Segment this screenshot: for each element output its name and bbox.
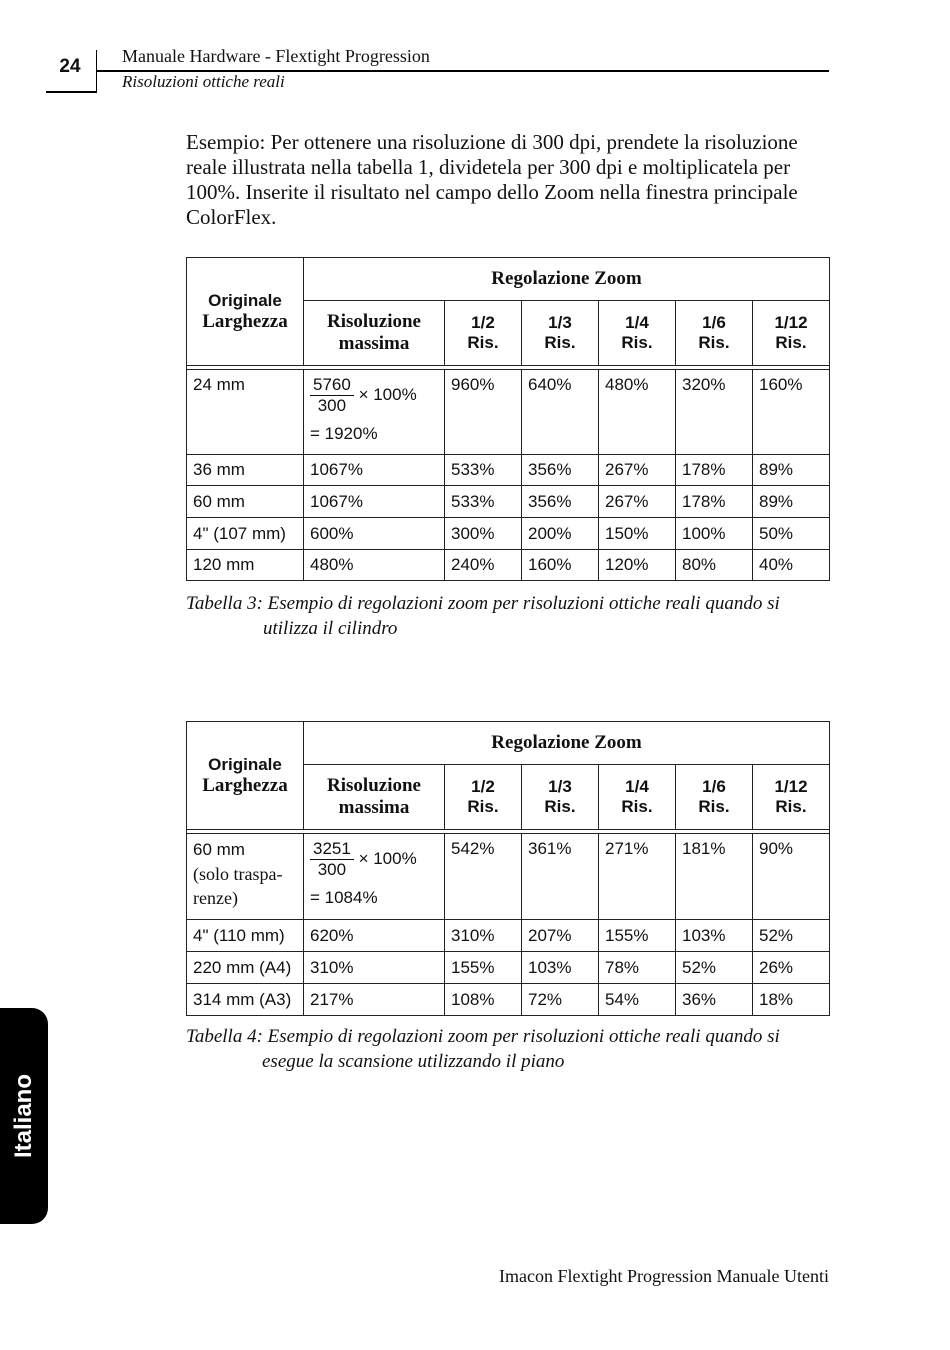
cell-value: 200% [522, 518, 599, 550]
header-max-res-line: massima [338, 333, 410, 354]
fraction-unit: Ris. [698, 333, 730, 352]
fraction-label: 1/3 [548, 777, 572, 796]
cell-value: 300% [445, 518, 522, 550]
cell-value: 103% [676, 920, 753, 952]
cell-value: 240% [445, 550, 522, 581]
table-row [187, 952, 830, 984]
cell-max: 310% [304, 952, 445, 984]
zoom-table-flatbed [186, 721, 830, 1016]
fraction-unit: Ris. [775, 797, 807, 816]
caption-line: Tabella 4: Esempio di regolazioni zoom per risoluzioni ottiche reali quando si [186, 1026, 780, 1047]
formula-multiplier: × 100% [358, 384, 417, 404]
width-line: 60 mm [193, 840, 245, 859]
formula-denominator: 300 [317, 396, 347, 415]
cell-value: 178% [676, 486, 753, 518]
cell-formula [304, 370, 445, 455]
cell-value: 533% [445, 455, 522, 486]
cell-value: 155% [599, 920, 676, 952]
header-max-res-line: massima [338, 797, 410, 818]
fraction-unit: Ris. [621, 333, 653, 352]
cell-value: 103% [522, 952, 599, 984]
formula-denominator: 300 [317, 860, 347, 879]
fraction-label: 1/12 [774, 313, 808, 332]
cell-max: 600% [304, 518, 445, 550]
cell-value: 89% [753, 486, 830, 518]
fraction-unit: Ris. [467, 797, 499, 816]
formula-result: = 1920% [310, 424, 378, 443]
fraction-label: 1/6 [702, 313, 726, 332]
cell-value: 52% [676, 952, 753, 984]
cell-value: 267% [599, 486, 676, 518]
cell-max: 620% [304, 920, 445, 952]
table-row [187, 518, 830, 550]
header-max-res-line: Risoluzione [327, 775, 421, 796]
cell-width: 4" (107 mm) [187, 518, 304, 550]
fraction-unit: Ris. [467, 333, 499, 352]
cell-width: 220 mm (A4) [187, 952, 304, 984]
cell-value: 72% [522, 984, 599, 1016]
cell-max: 480% [304, 550, 445, 581]
caption-line: utilizza il cilindro [263, 618, 398, 639]
fraction-unit: Ris. [544, 797, 576, 816]
cell-width [187, 834, 304, 920]
header-fraction [599, 301, 676, 366]
table-row [187, 920, 830, 952]
header-fraction [522, 301, 599, 366]
cell-value: 960% [445, 370, 522, 455]
intro-paragraph: Esempio: Per ottenere una risoluzione di 300 dpi, prendete la risoluzione reale illustrata nella tabella 1, dividetela per 300 dpi e moltiplicatela per 100%. Inserite il risultato nel campo dello Zoom nella finestra principale ColorFlex. [186, 130, 798, 229]
header-subtitle: Risoluzioni ottiche reali [122, 72, 285, 91]
table-row [187, 550, 830, 581]
fraction-label: 1/2 [471, 313, 495, 332]
header-fraction [753, 765, 830, 830]
cell-value: 178% [676, 455, 753, 486]
fraction-label: 1/4 [625, 313, 649, 332]
fraction-label: 1/2 [471, 777, 495, 796]
cell-width: 24 mm [187, 370, 304, 455]
language-tab-label: Italiano [10, 1073, 37, 1159]
header-fraction [599, 765, 676, 830]
header-fraction [445, 765, 522, 830]
fraction-label: 1/4 [625, 777, 649, 796]
fraction-label: 1/12 [774, 777, 808, 796]
cell-value: 54% [599, 984, 676, 1016]
fraction-unit: Ris. [775, 333, 807, 352]
cell-value: 640% [522, 370, 599, 455]
cell-width: 36 mm [187, 455, 304, 486]
table-row [187, 486, 830, 518]
cell-value: 533% [445, 486, 522, 518]
fraction-label: 1/6 [702, 777, 726, 796]
cell-value: 320% [676, 370, 753, 455]
header-original-label: Originale [208, 290, 282, 310]
width-line: (solo traspa- [193, 864, 283, 884]
fraction-label: 1/3 [548, 313, 572, 332]
fraction-unit: Ris. [544, 333, 576, 352]
cell-value: 26% [753, 952, 830, 984]
header-fraction [676, 301, 753, 366]
formula-numerator: 5760 [310, 375, 354, 396]
cell-value: 160% [753, 370, 830, 455]
cell-value: 90% [753, 834, 830, 920]
formula-numerator: 3251 [310, 839, 354, 860]
table-row [187, 984, 830, 1016]
cell-value: 181% [676, 834, 753, 920]
cell-value: 271% [599, 834, 676, 920]
table3-caption [186, 591, 826, 641]
fraction-unit: Ris. [621, 797, 653, 816]
formula-fraction [310, 375, 354, 416]
cell-formula [304, 834, 445, 920]
cell-value: 100% [676, 518, 753, 550]
cell-width: 60 mm [187, 486, 304, 518]
header-original-width [187, 722, 304, 830]
cell-value: 155% [445, 952, 522, 984]
formula-result: = 1084% [310, 888, 378, 907]
header-original-width [187, 258, 304, 366]
table-row [187, 834, 830, 920]
cell-value: 310% [445, 920, 522, 952]
cell-value: 50% [753, 518, 830, 550]
caption-line: esegue la scansione utilizzando il piano [262, 1051, 565, 1072]
header-fraction [676, 765, 753, 830]
cell-value: 120% [599, 550, 676, 581]
cell-value: 267% [599, 455, 676, 486]
width-line: renze) [193, 888, 238, 908]
cell-max: 1067% [304, 486, 445, 518]
header-width-label: Larghezza [202, 774, 288, 796]
cell-value: 207% [522, 920, 599, 952]
cell-width: 314 mm (A3) [187, 984, 304, 1016]
cell-value: 150% [599, 518, 676, 550]
cell-value: 36% [676, 984, 753, 1016]
formula-fraction [310, 839, 354, 880]
cell-value: 18% [753, 984, 830, 1016]
table4-caption [186, 1024, 826, 1074]
language-tab [0, 1008, 48, 1224]
cell-value: 40% [753, 550, 830, 581]
cell-value: 78% [599, 952, 676, 984]
cell-width: 120 mm [187, 550, 304, 581]
header-fraction [753, 301, 830, 366]
cell-value: 480% [599, 370, 676, 455]
zoom-table-cylinder [186, 257, 830, 581]
cell-width: 4" (110 mm) [187, 920, 304, 952]
cell-value: 160% [522, 550, 599, 581]
formula-multiplier: × 100% [358, 848, 417, 868]
table-row [187, 370, 830, 455]
caption-line: Tabella 3: Esempio di regolazioni zoom per risoluzioni ottiche reali quando si [186, 593, 780, 614]
cell-value: 356% [522, 486, 599, 518]
header-zoom-group: Regolazione Zoom [304, 258, 830, 301]
cell-value: 542% [445, 834, 522, 920]
cell-value: 361% [522, 834, 599, 920]
header-fraction [445, 301, 522, 366]
cell-value: 80% [676, 550, 753, 581]
header-rule-left [46, 91, 97, 93]
header-title: Manuale Hardware - Flextight Progression [122, 46, 430, 66]
cell-value: 89% [753, 455, 830, 486]
cell-value: 52% [753, 920, 830, 952]
table-row [187, 455, 830, 486]
cell-value: 108% [445, 984, 522, 1016]
cell-value: 356% [522, 455, 599, 486]
header-max-resolution [304, 301, 445, 366]
header-max-res-line: Risoluzione [327, 311, 421, 332]
fraction-unit: Ris. [698, 797, 730, 816]
cell-max: 1067% [304, 455, 445, 486]
header-max-resolution [304, 765, 445, 830]
cell-max: 217% [304, 984, 445, 1016]
page-number: 24 [59, 56, 81, 77]
header-width-label: Larghezza [202, 310, 288, 332]
header-original-label: Originale [208, 754, 282, 774]
header-zoom-group: Regolazione Zoom [304, 722, 830, 765]
footer-text: Imacon Flextight Progression Manuale Utenti [499, 1266, 829, 1286]
header-fraction [522, 765, 599, 830]
